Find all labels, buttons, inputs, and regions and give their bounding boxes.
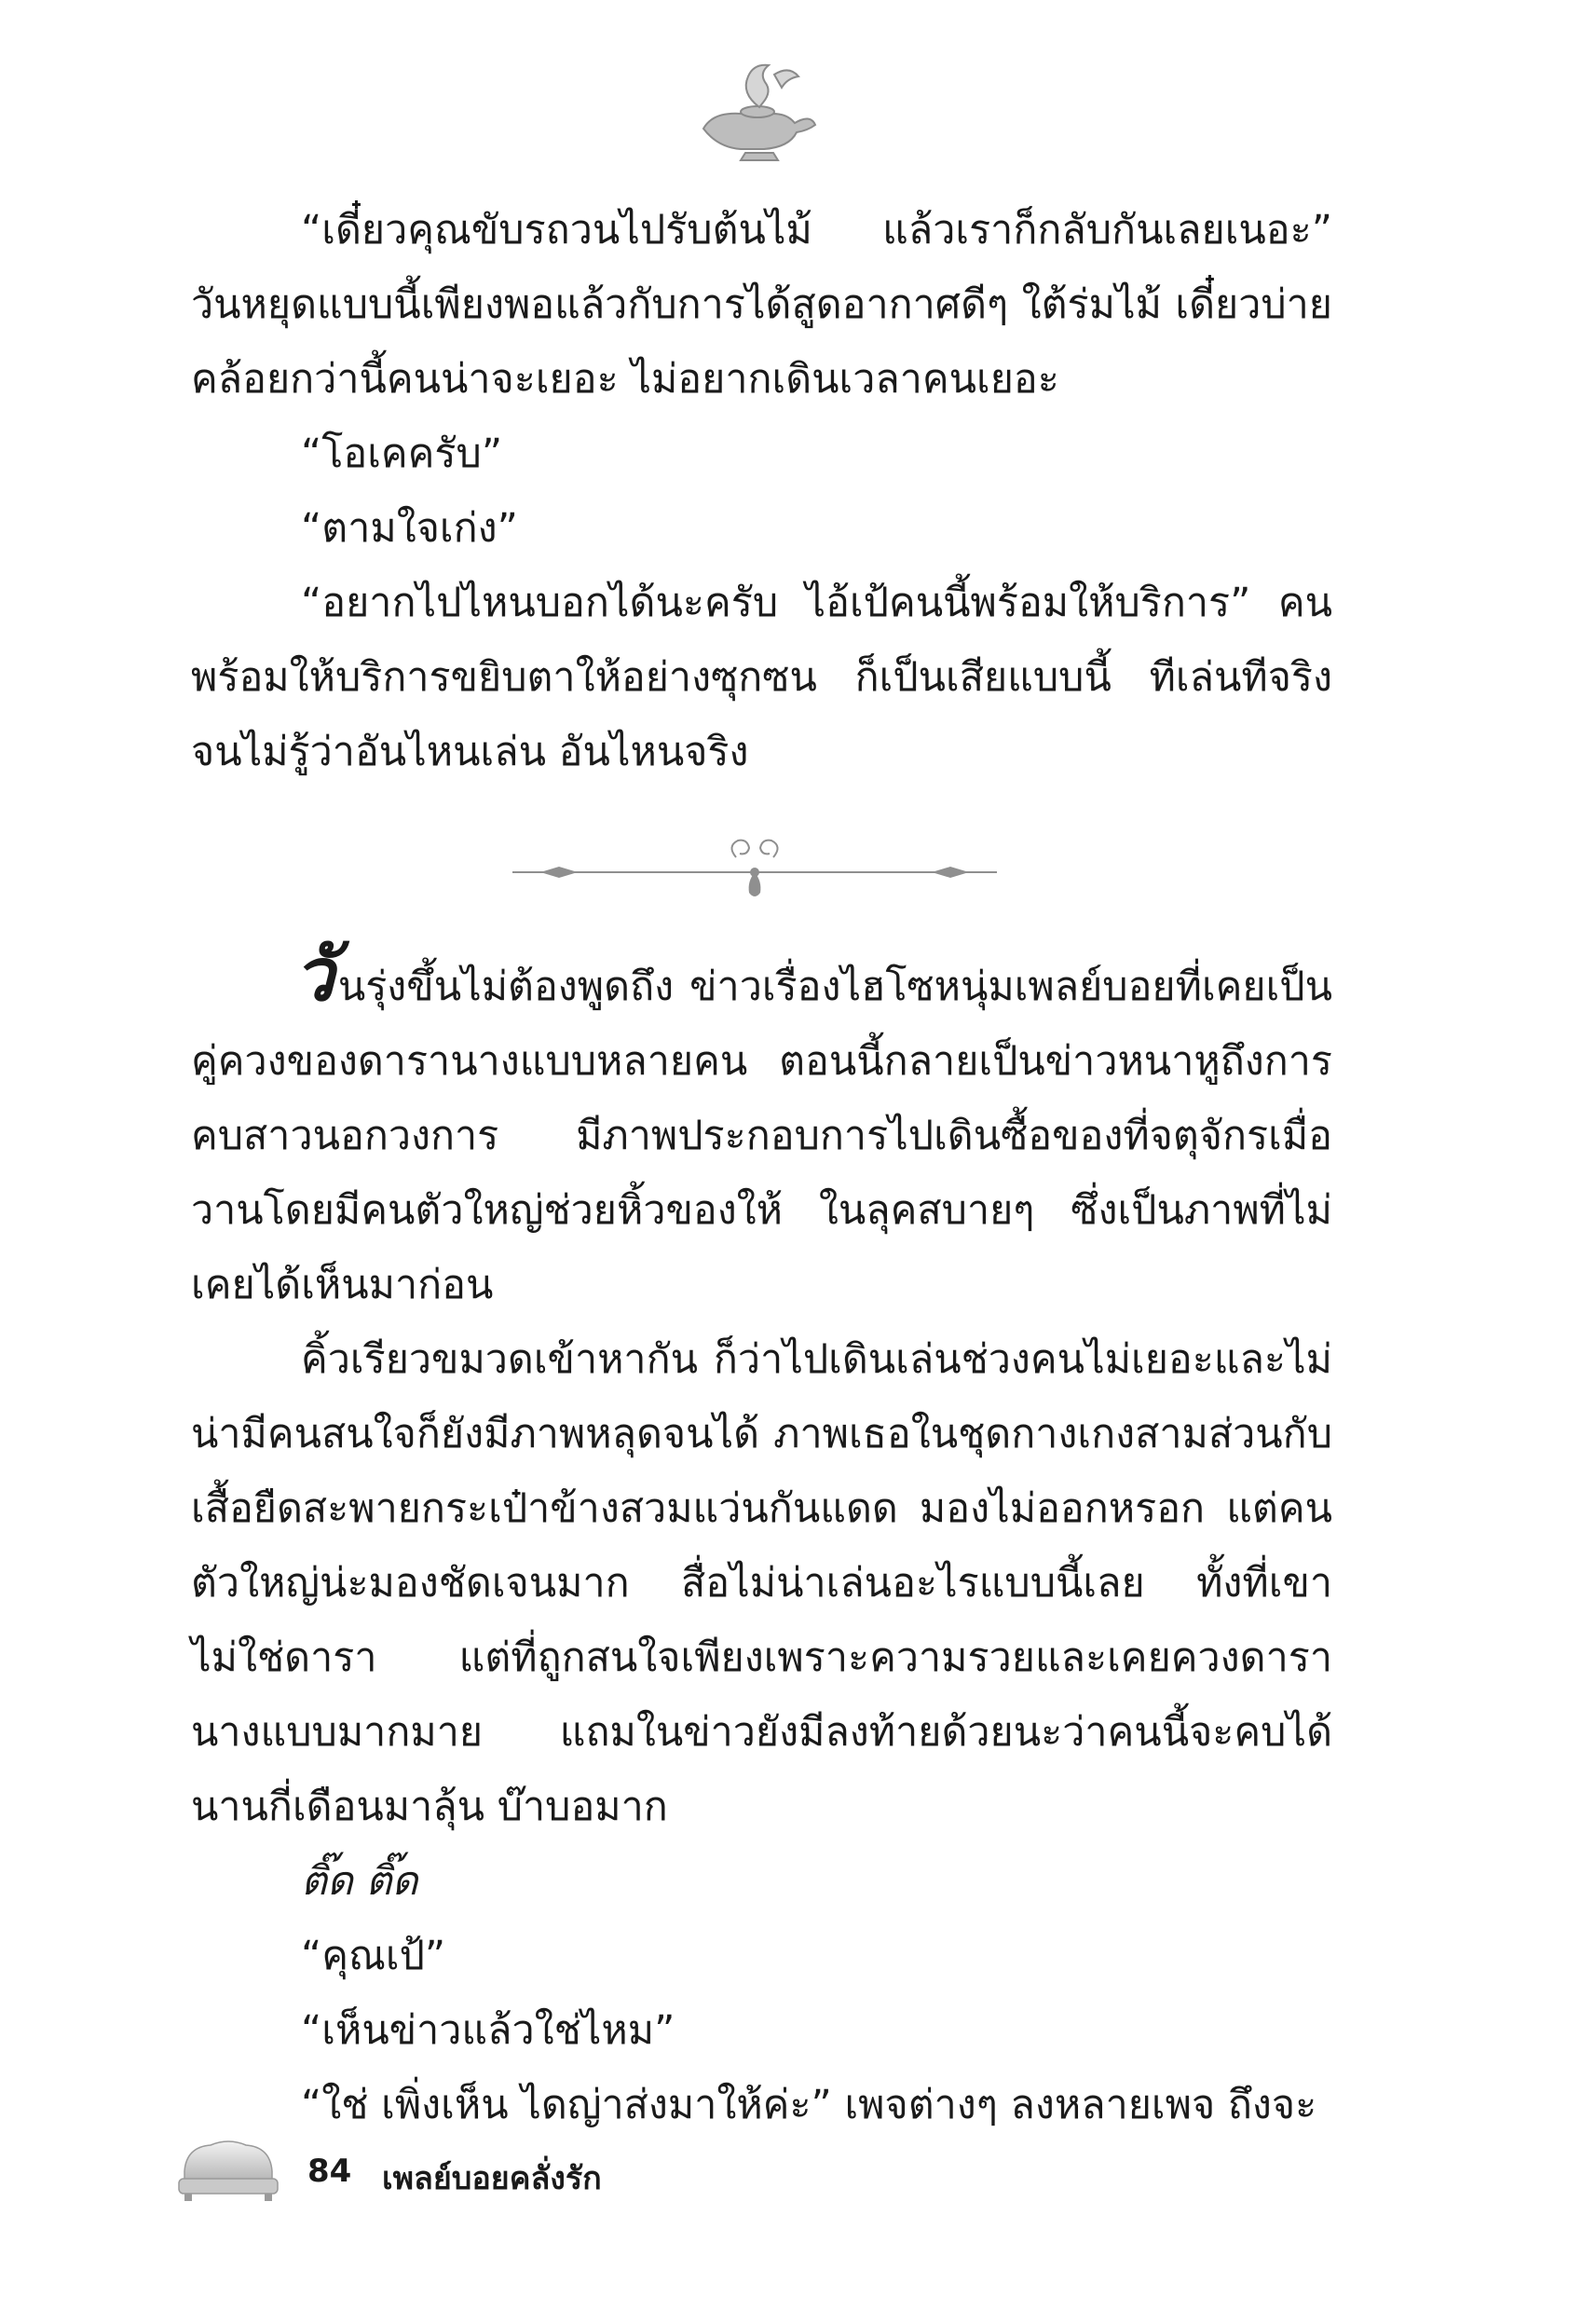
bed-icon — [177, 2134, 280, 2204]
dialogue-line: “เห็นข่าวแล้วใช่ไหม” — [301, 2007, 675, 2054]
page-number: 84 — [307, 2153, 352, 2190]
sound-effect-text: ติ๊ด ติ๊ด — [301, 1858, 418, 1905]
section-two-text — [191, 934, 1332, 2142]
paragraph: “โอเคครับ” — [301, 431, 503, 477]
opening-paragraph — [191, 934, 1332, 1322]
paragraph: “เดี๋ยวคุณขับรถวนไปรับต้นไม้ แล้วเราก็กลับกันเลยเนอะ” วันหยุดแบบนี้เพียงพอแล้วกับการได้สูดอากาศดีๆ ใต้ร่มไม้ เดี๋ยวบ่ายคล้อยกว่านี้คนน่าจะเยอะ ไม่อยากเดินเวลาคนเยอะ — [191, 207, 1332, 403]
section-one-text — [191, 193, 1332, 789]
dialogue-line: “ใช่ เพิ่งเห็น ไดญ่าส่งมาให้ค่ะ” เพจต่างๆ ลงหลายเพจ ถึงจะ — [301, 2082, 1317, 2128]
running-footer-title: เพลย์บอยคลั่งรัก — [382, 2160, 602, 2197]
dialogue-line: “คุณเป้” — [301, 1933, 446, 1979]
scene-break-ornament — [503, 820, 1006, 913]
paragraph: “อยากไปไหนบอกได้นะครับ ไอ้เป้คนนี้พร้อมให้บริการ” คนพร้อมให้บริการขยิบตาให้อย่างซุกซน ก็เป็นเสียแบบนี้ ทีเล่นทีจริงจนไม่รู้ว่าอันไหนเล่น อันไหนจริง — [191, 580, 1332, 775]
opening-paragraph-text: นรุ่งขึ้นไม่ต้องพูดถึง ข่าวเรื่องไฮโซหนุ่มเพลย์บอยที่เคยเป็นคู่ควงของดารานางแบบหลายคน ตอนนี้กลายเป็นข่าวหนาหูถึงการคบสาวนอกวงการ มีภาพประกอบการไปเดินซื้อของที่จตุจักรเมื่อวานโดยมีคนตัวใหญ่ช่วยหิ้วของให้ ในลุคสบายๆ ซึ่งเป็นภาพที่ไม่เคยได้เห็นมาก่อน — [191, 964, 1332, 1308]
drop-cap: วั — [293, 934, 334, 1018]
paragraph: คิ้วเรียวขมวดเข้าหากัน ก็ว่าไปเดินเล่นช่วงคนไม่เยอะและไม่น่ามีคนสนใจก็ยังมีภาพหลุดจนได้ ภาพเธอในชุดกางเกงสามส่วนกับเสื้อยืดสะพายกระเป๋าข้างสวมแว่นกันแดด มองไม่ออกหรอก แต่คนตัวใหญ่น่ะมองชัดเจนมาก สื่อไม่น่าเล่นอะไรแบบนี้เลย ทั้งที่เขาไม่ใช่ดารา แต่ที่ถูกสนใจเพียงเพราะความรวยและเคยควงดารานางแบบมากมาย แถมในข่าวยังมีลงท้ายด้วยนะว่าคนนี้จะคบได้นานกี่เดือนมาลุ้น บ๊าบอมาก — [191, 1336, 1332, 1830]
page-footer — [177, 2134, 1016, 2208]
paragraph: “ตามใจเก่ง” — [301, 505, 518, 552]
genie-lamp-ornament-icon — [685, 56, 825, 168]
